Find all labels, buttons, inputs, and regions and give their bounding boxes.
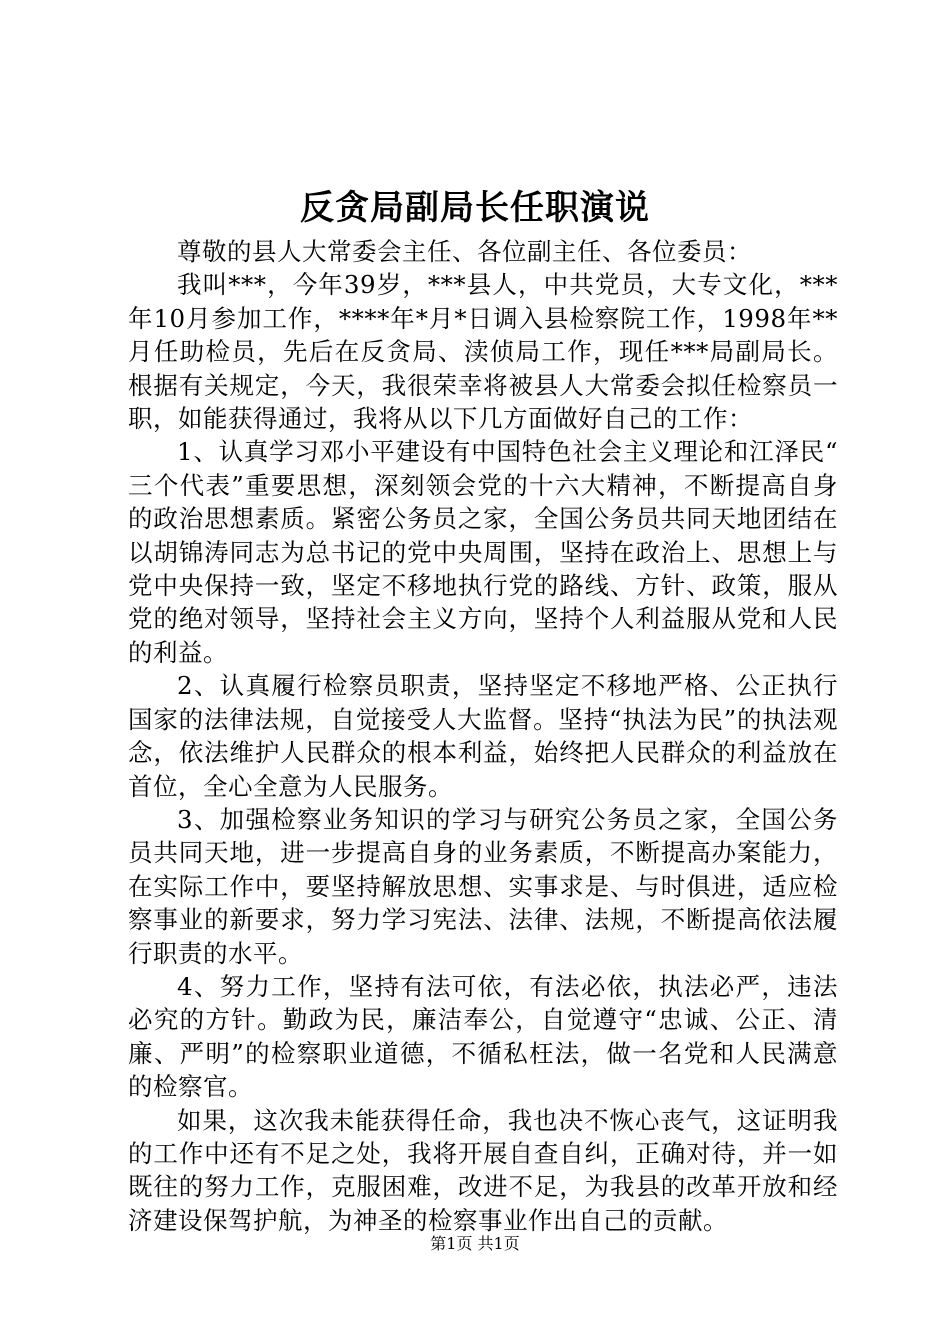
page-number-footer: 第1页 共1页 [430,1234,520,1253]
point-3-paragraph: 3、加强检察业务知识的学习与研究公务员之家，全国公务员共同天地，进一步提高自身的业务素质，不断提高办案能力，在实际工作中，要坚持解放思想、实事求是、与时俱进，适应检察事业的新要求，努力学习宪法、法律、法规，不断提高依法履行职责的水平。 [128,804,838,968]
point-1-paragraph: 1、认真学习邓小平建设有中国特色社会主义理论和江泽民“三个代表”重要思想，深刻领会党的十六大精神，不断提高自身的政治思想素质。紧密公务员之家，全国公务员共同天地团结在以胡锦涛同志为总书记的党中央周围，坚持在政治上、思想上与党中央保持一致，坚定不移地执行党的路线、方针、政策，服从党的绝对领导，坚持社会主义方向，坚持个人利益服从党和人民的利益。 [128,437,838,667]
document-title: 反贪局副局长任职演说 [300,188,650,228]
document-body [128,235,838,1237]
point-2-paragraph: 2、认真履行检察员职责，坚持坚定不移地严格、公正执行国家的法律法规，自觉接受人大监督。坚持“执法为民”的执法观念，依法维护人民群众的根本利益，始终把人民群众的利益放在首位，全心全意为人民服务。 [128,671,838,801]
point-4-paragraph: 4、努力工作，坚持有法可依，有法必依，执法必严，违法必究的方针。勤政为民，廉洁奉公，自觉遵守“忠诚、公正、清廉、严明”的检察职业道德，不循私枉法，做一名党和人民满意的检察官。 [128,971,838,1102]
closing-paragraph: 如果，这次我未能获得任命，我也决不恢心丧气，这证明我的工作中还有不足之处，我将开展自查自纠，正确对待，并一如既往的努力工作，克服困难，改进不足，为我县的改革开放和经济建设保驾护航，为神圣的检察事业作出自己的贡献。 [128,1105,838,1235]
salutation-paragraph: 尊敬的县人大常委会主任、各位副主任、各位委员： [177,237,752,266]
introduction-paragraph: 我叫***，今年39岁，***县人，中共党员，大专文化，***年10月参加工作，****年*月*日调入县检察院工作，1998年**月任助检员，先后在反贪局、渎侦局工作，现任***局副局长。根据有关规定，今天，我很荣幸将被县人大常委会拟任检察员一职，如能获得通过，我将从以下几方面做好自己的工作： [128,270,838,434]
